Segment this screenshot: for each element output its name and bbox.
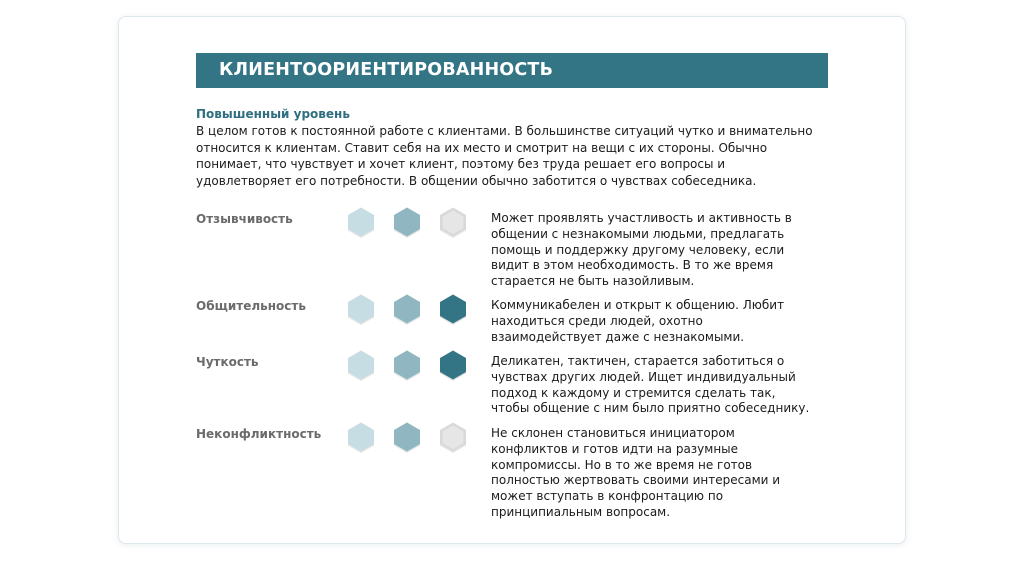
competency-label: Чуткость (196, 355, 259, 369)
competency-description: Не склонен становиться инициатором конфликтов и готов идти на разумные компромиссы. Но в то же время не готов полностью жертвовать своими интересами и может вступать в конфронтацию по принципиальным вопросам. (491, 426, 781, 519)
level-title: Повышенный уровень (196, 107, 350, 121)
level-hex-2-icon (391, 293, 423, 325)
level-hex-2-icon (391, 349, 423, 381)
section-banner (196, 53, 828, 88)
section-title: КЛИЕНТООРИЕНТИРОВАННОСТЬ (219, 60, 554, 80)
competency-label: Неконфликтность (196, 427, 322, 441)
level-hex-3-icon (437, 206, 469, 238)
competency-label: Общительность (196, 299, 306, 313)
level-hex-1-icon (345, 421, 377, 453)
competency-description: Коммуникабелен и открыт к общению. Любит находиться среди людей, охотно взаимодействует даже с незнакомыми. (491, 298, 785, 344)
level-hex-1-icon (345, 293, 377, 325)
level-hex-2-icon (391, 421, 423, 453)
level-hex-2-icon (391, 206, 423, 238)
level-hex-3-icon (437, 349, 469, 381)
competency-description: Деликатен, тактичен, старается заботиться о чувствах других людей. Ищет индивидуальный подход к каждому и стремится сделать так, чтобы общение с ним было приятно собеседнику. (491, 354, 810, 416)
competency-label: Отзывчивость (196, 212, 293, 226)
level-hex-3-icon (437, 421, 469, 453)
level-description: В целом готов к постоянной работе с клиентами. В большинстве ситуаций чутко и внимательно относится к клиентам. Ставит себя на их место и смотрит на вещи с их стороны. Обычно понимает, что чувствует и хочет клиент, поэтому без труда решает его вопросы и удовлетворяет его потребности. В общении обычно заботится о чувствах собеседника. (196, 124, 813, 188)
level-hex-1-icon (345, 206, 377, 238)
level-hex-1-icon (345, 349, 377, 381)
level-hex-3-icon (437, 293, 469, 325)
competency-description: Может проявлять участливость и активность в общении с незнакомыми людьми, предлагать помощь и поддержку другому человеку, если видит в этом необходимость. В то же время старается не быть назойливым. (491, 211, 792, 289)
